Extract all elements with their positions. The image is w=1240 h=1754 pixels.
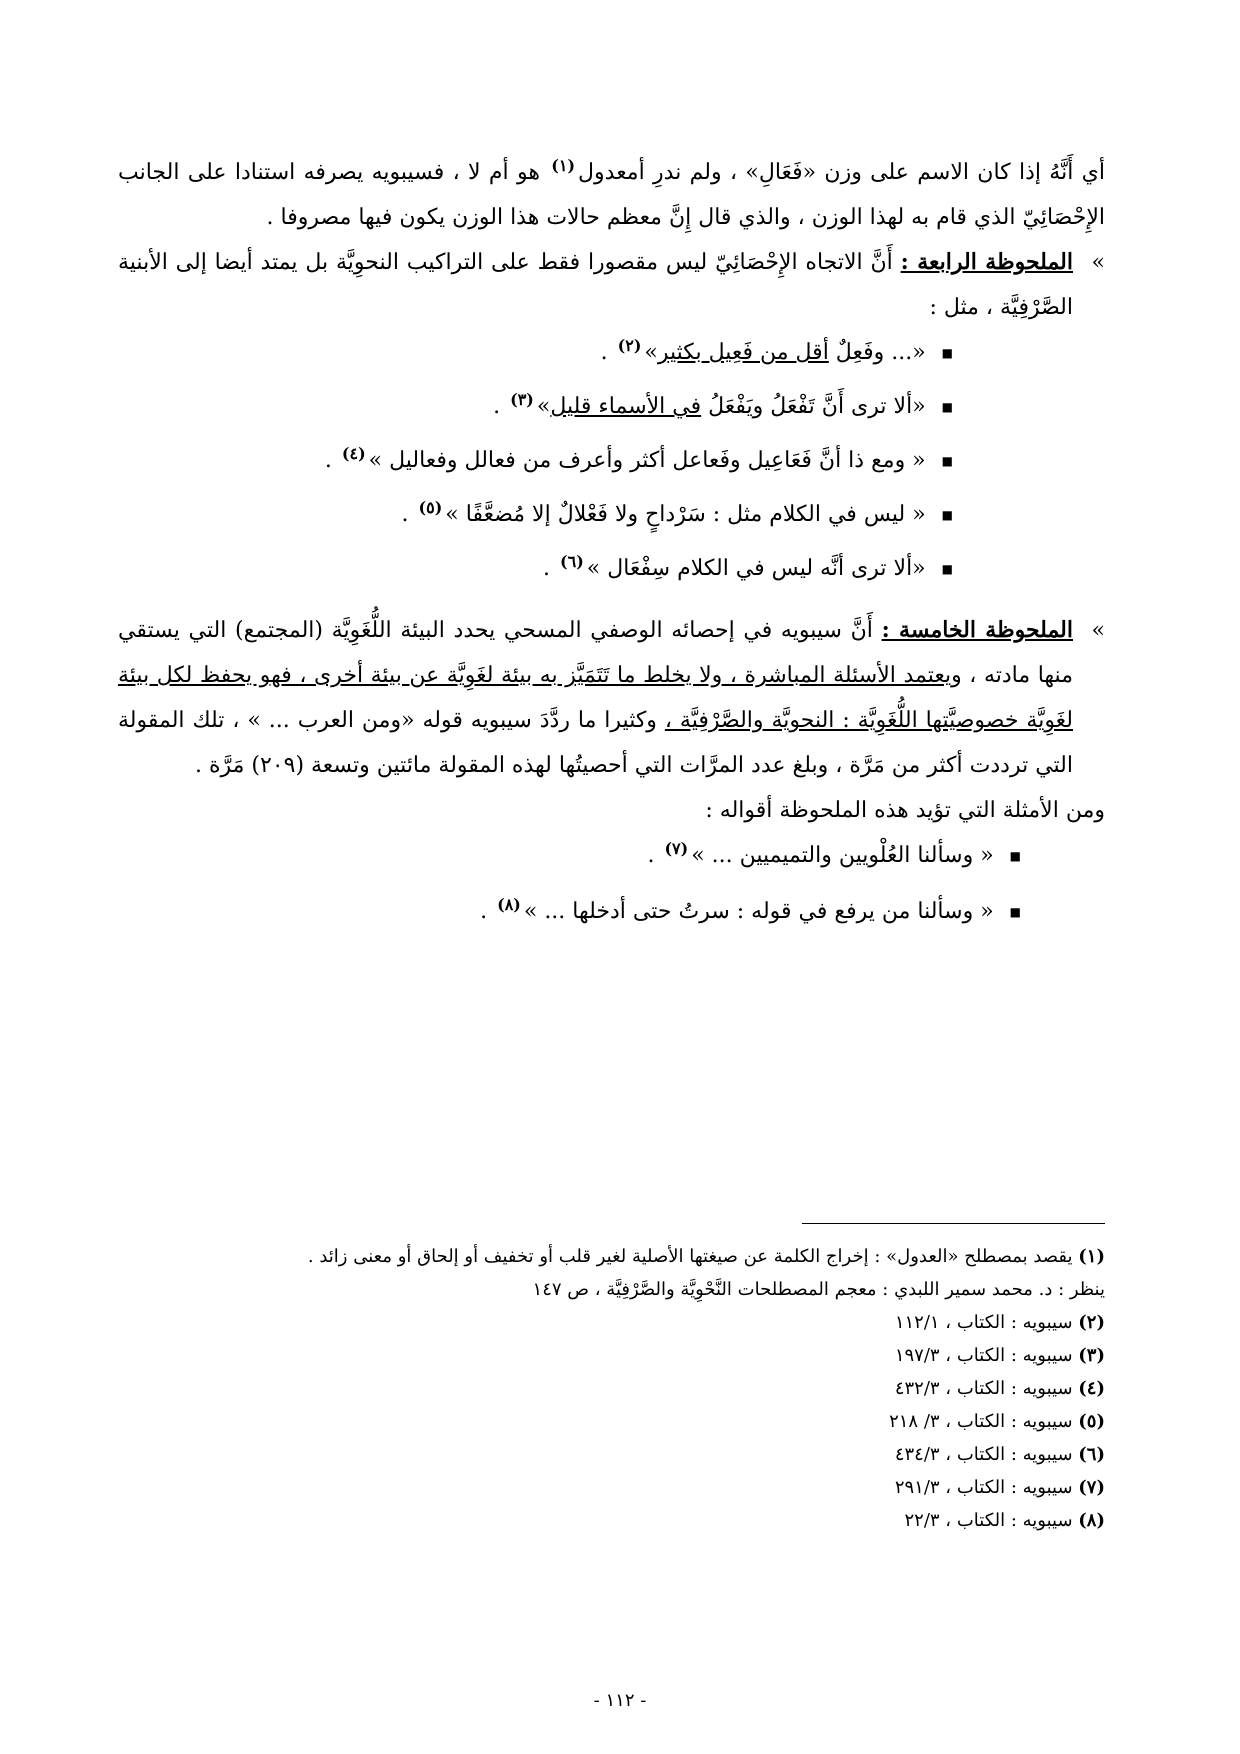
footnotes — [118, 1240, 1105, 1537]
page-body — [118, 150, 1105, 953]
footnote-ref-7[interactable]: (٧) — [664, 838, 689, 858]
note-4-marker: » — [1091, 250, 1105, 275]
footnote-ref-4[interactable]: (٤) — [341, 443, 366, 463]
note-5-text-underlined: يعتمد الأسئلة المباشرة ، ولا يخلط ما تَتَمَيَّز به بيئة لغَوِيَّة عن بيئة أخرى ، فهو يحفظ لكل بيئة لغَوِيَّة خصوصيَّتها اللُّغَوِيَّة : النحويَّة والصَّرْفِيَّة ، — [118, 663, 1073, 733]
footnote-ref-5[interactable]: (٥) — [418, 497, 443, 517]
example-item: ■ «ألا ترى أنَّه ليس في الكلام سِفْعَال »$^{(٦)}$ . — [118, 554, 1105, 584]
note-4-title: الملحوظة الرابعة : — [900, 249, 1073, 275]
footnote-item: (٨) سيبويه : الكتاب ، ٢٢/٣ — [904, 1510, 1105, 1531]
footnote-item: (٦) سيبويه : الكتاب ، ٤٣٤/٣ — [894, 1444, 1105, 1465]
footnote-ref-6[interactable]: (٦) — [560, 551, 584, 571]
footnote-item: (٤) سيبويه : الكتاب ، ٤٣٢/٣ — [894, 1378, 1105, 1399]
footnote-item: (٥) سيبويه : الكتاب ، ٣/ ٢١٨ — [889, 1411, 1105, 1432]
note-5-marker: » — [1091, 618, 1105, 643]
footnote-separator — [802, 1223, 1105, 1224]
examples-list-1 — [118, 335, 1105, 584]
examples-list-2 — [118, 838, 1105, 927]
footnote-ref-1[interactable]: (١) — [551, 155, 576, 175]
example-item: ■ «ألا ترى أَنَّ تَفْعَلُ ويَفْعَلُ في الأسماء قليل»$^{(٣)}$ . — [118, 392, 1105, 422]
note-5-text-b: وكثيرا ما ردَّدَ سيبويه قوله «ومن العرب ... » ، تلك المقولة التي ترددت أكثر من مَرَّة ، وبلغ عدد المرَّات التي أحصيتُها لهذه المقولة مائتين وتسعة (٢٠٩) مَرَّة . — [118, 708, 1073, 778]
note-4-text: أَنَّ الاتجاه الإِحْصَائِيّ ليس مقصورا فقط على التراكيب النحوِيَّة بل يمتد أيضا إلى الأبنية الصَّرْفِيَّة ، مثل : — [118, 250, 1073, 320]
footnote-ref-2[interactable]: (٢) — [617, 335, 642, 355]
note-4 — [118, 240, 1105, 330]
footnote-item: (٣) سيبويه : الكتاب ، ١٩٧/٣ — [894, 1345, 1105, 1366]
example-item: ■ « ومع ذا أنَّ فَعَاعِيل وفَعاعل أكثر وأعرف من فعالل وفعاليل »$^{(٤)}$ . — [118, 446, 1105, 476]
page-number: - ١١٢ - — [593, 1690, 647, 1711]
footnote-item: (٧) سيبويه : الكتاب ، ٢٩١/٣ — [894, 1477, 1105, 1498]
examples-intro: ومن الأمثلة التي تؤيد هذه الملحوظة أقواله : — [705, 798, 1105, 823]
footnote-item: (١) يقصد بمصطلح «العدول» : إخراج الكلمة عن صيغتها الأصلية لغير قلب أو تخفيف أو إلحاق أو معنى زائد . — [307, 1246, 1105, 1267]
example-item: ■ «... وفَعِلٌ أقل من فَعِيل بكثير»$^{(٢)}$ . — [118, 338, 1105, 368]
example-item: ■ « وسألنا العُلْويين والتميميين ... »$^{(٧)}$ . — [118, 841, 1105, 871]
note-5-text-a: أَنَّ سيبويه في إحصائه الوصفي المسحي يحدد البيئة اللُّغَوِيَّة (المجتمع) التي يستقي منها مادته ، و — [118, 618, 1073, 688]
paragraph-1 — [118, 150, 1105, 240]
footnote-ref-3[interactable]: (٣) — [510, 389, 534, 409]
footnote-item: (٢) سيبويه : الكتاب ، ١١٢/١ — [894, 1312, 1105, 1333]
note-5 — [118, 608, 1105, 788]
example-item: ■ « ليس في الكلام مثل : سَرْداحٍ ولا فَعْلالٌ إلا مُضعَّفًا »$^{(٥)}$ . — [118, 500, 1105, 530]
footnote-ref-8[interactable]: (٨) — [497, 894, 521, 914]
note-5-title: الملحوظة الخامسة : — [881, 617, 1073, 643]
footnote-item: ينظر : د. محمد سمير اللبدي : معجم المصطلحات النَّحْوِيَّة والصَّرْفِيَّة ، ص ١٤٧ — [532, 1279, 1105, 1300]
example-item: ■ « وسألنا من يرفع في قوله : سرتُ حتى أدخلها ... »$^{(٨)}$ . — [118, 897, 1105, 927]
paragraph-1-part-2: هو أم لا ، فسيبويه يصرفه استنادا على الجانب الإِحْصَائِيّ الذي قام به لهذا الوزن ، والذي قال إِنَّ معظم حالات هذا الوزن يكون فيها مصروفا . — [118, 160, 1105, 230]
paragraph-1-part-1: أي أَنَّهُ إذا كان الاسم على وزن «فَعَالِ» ، ولم ندرِ أمعدول — [578, 160, 1105, 185]
